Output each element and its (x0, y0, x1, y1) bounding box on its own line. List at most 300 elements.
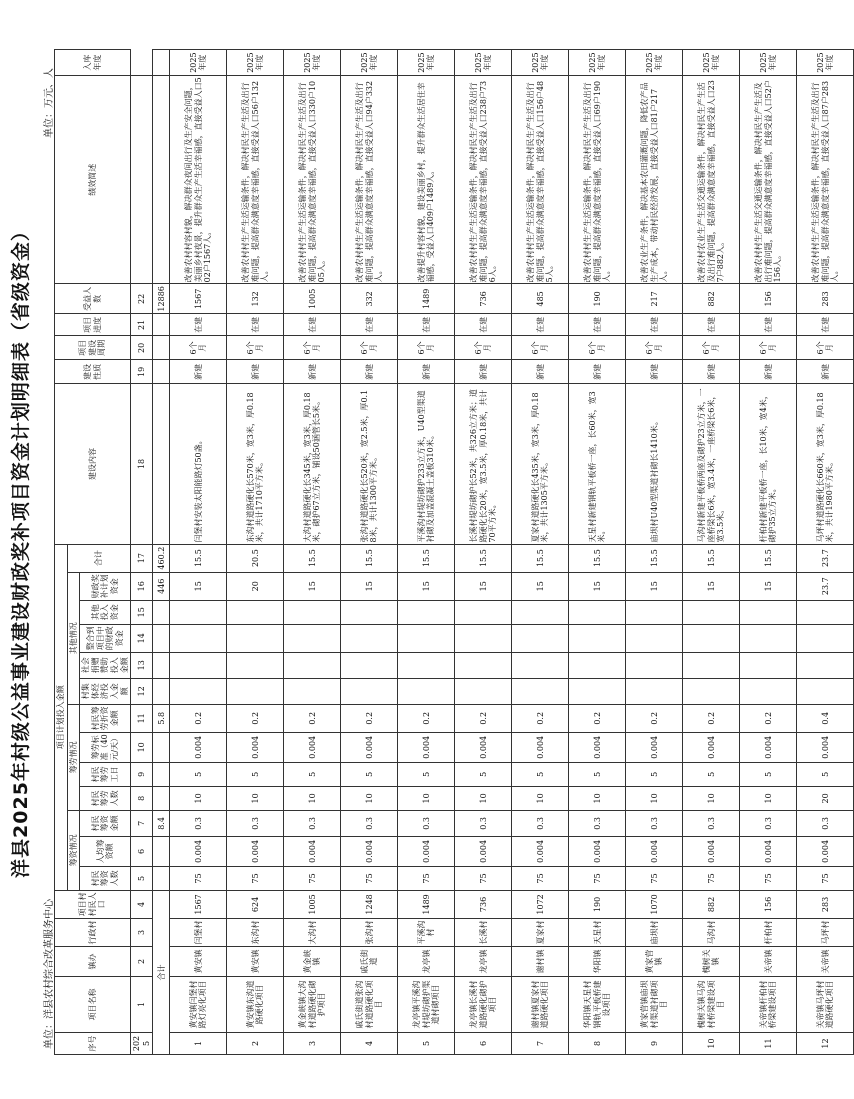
row-social (284, 652, 341, 678)
table-row (284, 50, 341, 1055)
row-content: 大沟村道路硬化长345米，宽3米，厚0.18米，砌护67立方米，铺设50涵管长5米。 (284, 384, 341, 544)
row-social (455, 652, 512, 678)
row-labor-amount: 0.2 (170, 704, 227, 732)
row-period: 6个月 (797, 336, 854, 360)
row-integrated (740, 624, 797, 652)
row-labor-amount: 0.2 (455, 704, 512, 732)
row-nature: 新建 (569, 360, 626, 384)
table-row (626, 50, 683, 1055)
row-project-name: 黄安镇东沟道路硬化项目 (227, 976, 284, 1032)
row-labor-days: 5 (569, 762, 626, 786)
row-subtotal: 15.5 (740, 544, 797, 572)
row-social (398, 652, 455, 678)
row-labor-amount: 0.2 (626, 704, 683, 732)
row-villagers-count: 75 (797, 866, 854, 890)
row-performance: 改善农村村生产生活运输条件，解决村民生产生活及出行难问题，提高群众满意度幸福感，直接受益人口56户132人。 (227, 76, 284, 284)
row-project-name: 龙亭镇长溪村道路硬化砌护项目 (455, 976, 512, 1032)
row-villagers-count: 75 (284, 866, 341, 890)
row-labor-std: 0.004 (683, 732, 740, 762)
table-row (512, 50, 569, 1055)
row-project-name: 关帝镇杆柏村桥梁建设项目 (740, 976, 797, 1032)
row-integrated (398, 624, 455, 652)
row-population: 1070 (626, 890, 683, 918)
unit-left: 单位：洋县农村综合改革服务中心 (44, 899, 55, 1049)
row-content: 天星村新建钢轨平板桥一座，长60米，宽3米。 (569, 384, 626, 544)
row-seq: 8 (569, 1032, 626, 1054)
row-year: 2025年度 (227, 50, 284, 76)
row-town: 黄安镇 (170, 946, 227, 976)
row-subtotal: 15.5 (455, 544, 512, 572)
row-beneficiaries: 332 (341, 284, 398, 314)
column-index-cell: 16 (131, 572, 153, 600)
row-social (341, 652, 398, 678)
row-finance-reward: 15 (284, 572, 341, 600)
row-labor-amount: 0.2 (740, 704, 797, 732)
row-content: 庙坝村U40型渠道衬砌长1410米。 (626, 384, 683, 544)
row-labor-count: 10 (740, 786, 797, 810)
row-labor-amount: 0.2 (512, 704, 569, 732)
row-population: 156 (740, 890, 797, 918)
row-status: 在建 (569, 314, 626, 336)
column-index-cell: 18 (131, 384, 153, 544)
row-project-name: 黄安镇闫堡村路灯亮化项目 (170, 976, 227, 1032)
row-subtotal: 23.7 (797, 544, 854, 572)
row-per-capita: 0.004 (569, 836, 626, 866)
column-index-cell: 3 (131, 918, 153, 946)
header-labor-days: 村民筹劳工日 (80, 762, 131, 786)
row-project-name: 槐树关镇马沟村桥梁建设项目 (683, 976, 740, 1032)
row-collective (455, 678, 512, 704)
row-finance-reward: 15 (398, 572, 455, 600)
row-year: 2025年度 (569, 50, 626, 76)
row-project-name: 黄家营镇庙坝村渠道衬砌项目 (626, 976, 683, 1032)
row-village: 长溪村 (455, 918, 512, 946)
row-labor-count: 10 (683, 786, 740, 810)
row-year: 2025年度 (740, 50, 797, 76)
row-subtotal: 15.5 (512, 544, 569, 572)
table-row (797, 50, 854, 1055)
row-per-capita: 0.004 (227, 836, 284, 866)
row-beneficiaries: 283 (797, 284, 854, 314)
table-row (398, 50, 455, 1055)
row-labor-days: 5 (740, 762, 797, 786)
row-year: 2025年度 (284, 50, 341, 76)
row-performance: 改善农村村生产生活运输条件，解决村民生产生活及出行难问题，提高群众满意度幸福感，直接受益人口238户736人。 (455, 76, 512, 284)
table-row (227, 50, 284, 1055)
row-raise-amount: 0.3 (398, 810, 455, 836)
row-integrated (683, 624, 740, 652)
row-year: 2025年度 (170, 50, 227, 76)
row-social (797, 652, 854, 678)
header-other-group: 其他情况 (67, 572, 80, 704)
row-nature: 新建 (398, 360, 455, 384)
column-index-cell: 15 (131, 600, 153, 624)
row-status: 在建 (455, 314, 512, 336)
row-finance-reward: 15 (455, 572, 512, 600)
row-nature: 新建 (284, 360, 341, 384)
header-collective: 村集体经济投入金额 (80, 678, 131, 704)
row-seq: 10 (683, 1032, 740, 1054)
row-collective (227, 678, 284, 704)
column-index-cell: 17 (131, 544, 153, 572)
row-seq: 2 (227, 1032, 284, 1054)
row-beneficiaries: 485 (512, 284, 569, 314)
row-village: 东沟村 (227, 918, 284, 946)
row-villagers-count: 75 (455, 866, 512, 890)
row-integrated (227, 624, 284, 652)
header-project-name: 项目名称 (55, 976, 131, 1032)
row-per-capita: 0.004 (284, 836, 341, 866)
row-population: 882 (683, 890, 740, 918)
row-village: 马沟村 (683, 918, 740, 946)
row-collective (284, 678, 341, 704)
row-collective (341, 678, 398, 704)
row-performance: 改善农村村生产生活运输条件，解决村民生产生活及出行难问题，提高群众满意度幸福感，直接受益人口69户190人。 (569, 76, 626, 284)
row-other-input (512, 600, 569, 624)
row-performance: 改善农业生产条件，解决基本农田灌溉问题，降低农产品生产成本，带动村民经济发展，直接受益人口81户217人。 (626, 76, 683, 284)
column-index-cell: 2 (131, 946, 153, 976)
row-integrated (626, 624, 683, 652)
row-performance: 改善提升村容村貌，建设美丽乡村，提升群众生活居住幸福感，受益人口409户1489人。 (398, 76, 455, 284)
row-per-capita: 0.004 (455, 836, 512, 866)
row-year: 2025年度 (398, 50, 455, 76)
row-per-capita: 0.004 (626, 836, 683, 866)
row-labor-amount: 0.2 (341, 704, 398, 732)
row-status: 在建 (398, 314, 455, 336)
unit-right: 单位：万元、人 (44, 68, 55, 138)
column-index-cell: 5 (131, 866, 153, 890)
row-villagers-count: 75 (626, 866, 683, 890)
header-period: 项目建设周期 (55, 336, 131, 360)
row-beneficiaries: 190 (569, 284, 626, 314)
row-village: 闫堡村 (170, 918, 227, 946)
row-village: 夏家村 (512, 918, 569, 946)
row-finance-reward: 15 (170, 572, 227, 600)
fund-plan-table (54, 49, 854, 1055)
row-status: 在建 (683, 314, 740, 336)
total-beneficiaries: 12886 (153, 284, 170, 314)
row-social (512, 652, 569, 678)
total-finance-reward: 446 (153, 572, 170, 600)
row-collective (569, 678, 626, 704)
row-period: 6个月 (740, 336, 797, 360)
row-status: 在建 (341, 314, 398, 336)
row-labor-days: 5 (227, 762, 284, 786)
row-villagers-count: 75 (170, 866, 227, 890)
row-finance-reward: 15 (683, 572, 740, 600)
row-year: 2025年度 (341, 50, 398, 76)
row-social (626, 652, 683, 678)
row-seq: 12 (797, 1032, 854, 1054)
row-year: 2025年度 (626, 50, 683, 76)
row-finance-reward: 15 (626, 572, 683, 600)
row-subtotal: 15.5 (170, 544, 227, 572)
row-labor-count: 20 (797, 786, 854, 810)
header-village: 行政村 (55, 918, 131, 946)
row-villagers-count: 75 (341, 866, 398, 890)
column-index-cell: 10 (131, 732, 153, 762)
row-social (170, 652, 227, 678)
row-period: 6个月 (683, 336, 740, 360)
row-town: 关帝镇 (797, 946, 854, 976)
row-villagers-count: 75 (569, 866, 626, 890)
row-finance-reward: 20 (227, 572, 284, 600)
total-subtotal: 460.2 (153, 544, 170, 572)
row-labor-amount: 0.2 (683, 704, 740, 732)
row-labor-amount: 0.2 (227, 704, 284, 732)
row-social (740, 652, 797, 678)
row-labor-days: 5 (797, 762, 854, 786)
row-labor-count: 10 (227, 786, 284, 810)
row-period: 6个月 (626, 336, 683, 360)
column-index-cell: 2025 (131, 1032, 153, 1054)
row-performance: 改善农村农业生产生活交通运输条件，解决村民生产生活及出行难问题，提高群众满意度幸福感，直接受益人口237户882人。 (683, 76, 740, 284)
row-period: 6个月 (227, 336, 284, 360)
row-nature: 新建 (170, 360, 227, 384)
column-index-cell: 7 (131, 810, 153, 836)
row-nature: 新建 (797, 360, 854, 384)
header-other-input: 其他投入资金 (80, 600, 131, 624)
table-row (740, 50, 797, 1055)
row-raise-amount: 0.3 (170, 810, 227, 836)
row-town: 龙亭镇 (398, 946, 455, 976)
table-row (683, 50, 740, 1055)
row-integrated (455, 624, 512, 652)
total-row (153, 50, 170, 1055)
row-status: 在建 (797, 314, 854, 336)
row-per-capita: 0.004 (341, 836, 398, 866)
row-town: 黄安镇 (227, 946, 284, 976)
row-content: 马沟村新建平板桥两座及砌护23立方米，一座桥梁长6米，宽3.4米，一座桥梁长6米，宽3.5米。 (683, 384, 740, 544)
row-town: 关帝镇 (740, 946, 797, 976)
row-nature: 新建 (740, 360, 797, 384)
column-index-row (131, 50, 153, 1055)
row-performance: 改善农村村容村貌，解决群众夜间出行及生产安全问题，美丽乡村夜景，提升群众生产生活幸福感，直接受益人口502户1567人。 (170, 76, 227, 284)
header-labor-count: 村民筹劳人数 (80, 786, 131, 810)
header-labor-std: 筹劳标准（40元/天） (80, 732, 131, 762)
row-labor-days: 5 (170, 762, 227, 786)
total-label: 合计 (153, 890, 170, 1054)
column-index-cell: 12 (131, 678, 153, 704)
row-labor-days: 5 (398, 762, 455, 786)
header-seq: 序号 (55, 1032, 131, 1054)
row-collective (683, 678, 740, 704)
row-other-input (740, 600, 797, 624)
row-labor-count: 10 (512, 786, 569, 810)
row-status: 在建 (227, 314, 284, 336)
row-village: 马坪村 (797, 918, 854, 946)
row-content: 马坪村道路硬化长660米，宽3米，厚0.18米，共计1980平方米。 (797, 384, 854, 544)
row-villagers-count: 75 (227, 866, 284, 890)
row-year: 2025年度 (512, 50, 569, 76)
row-labor-std: 0.004 (740, 732, 797, 762)
row-status: 在建 (512, 314, 569, 336)
column-index-cell: 6 (131, 836, 153, 866)
row-integrated (170, 624, 227, 652)
table-row (569, 50, 626, 1055)
row-labor-count: 10 (626, 786, 683, 810)
row-per-capita: 0.004 (512, 836, 569, 866)
row-village: 庙坝村 (626, 918, 683, 946)
row-villagers-count: 75 (512, 866, 569, 890)
row-population: 736 (455, 890, 512, 918)
row-period: 6个月 (569, 336, 626, 360)
row-status: 在建 (170, 314, 227, 336)
row-town: 黄家营镇 (626, 946, 683, 976)
row-town: 戚氏街道 (341, 946, 398, 976)
header-finance-reward: 财政奖补计划资金 (80, 572, 131, 600)
row-project-name: 黄金峡镇大沟村道路硬化砌护项目 (284, 976, 341, 1032)
row-village: 大沟村 (284, 918, 341, 946)
row-labor-amount: 0.2 (569, 704, 626, 732)
row-collective (626, 678, 683, 704)
row-performance: 改善农村村生产生活交通运输条件，解决村民生产生活及出行难问题，提高群众满意度幸福感，直接受益人口52户156人。 (740, 76, 797, 284)
row-labor-amount: 0.2 (284, 704, 341, 732)
header-beneficiaries: 受益人数 (55, 284, 131, 314)
row-nature: 新建 (683, 360, 740, 384)
row-subtotal: 15.5 (683, 544, 740, 572)
row-village: 张沟村 (341, 918, 398, 946)
row-raise-amount: 0.3 (227, 810, 284, 836)
row-status: 在建 (740, 314, 797, 336)
row-village: 天星村 (569, 918, 626, 946)
row-labor-count: 10 (398, 786, 455, 810)
row-labor-amount: 0.4 (797, 704, 854, 732)
row-content: 杆柏村新建平板桥一座，长10米，宽4米，砌护35立方米。 (740, 384, 797, 544)
row-seq: 1 (170, 1032, 227, 1054)
row-collective (797, 678, 854, 704)
row-subtotal: 15.5 (626, 544, 683, 572)
row-beneficiaries: 217 (626, 284, 683, 314)
row-nature: 新建 (227, 360, 284, 384)
row-town: 黄金峡镇 (284, 946, 341, 976)
table-row (455, 50, 512, 1055)
header-social: 社会捐赠赞助投入金额 (80, 652, 131, 678)
project-rows (170, 50, 854, 1055)
row-nature: 新建 (455, 360, 512, 384)
row-other-input (227, 600, 284, 624)
column-index-cell: 22 (131, 284, 153, 314)
row-town: 谢村镇 (512, 946, 569, 976)
column-index-cell: 21 (131, 314, 153, 336)
row-performance: 改善农村村生产生活运输条件，解决村民生产生活及出行难问题，提高群众满意度幸福感，直接受益人口330户1005人。 (284, 76, 341, 284)
table-row (341, 50, 398, 1055)
header-villagers-count: 村民筹资人数 (80, 866, 131, 890)
row-other-input (797, 600, 854, 624)
row-other-input (170, 600, 227, 624)
row-period: 6个月 (341, 336, 398, 360)
row-labor-std: 0.004 (284, 732, 341, 762)
row-labor-std: 0.004 (512, 732, 569, 762)
row-population: 1072 (512, 890, 569, 918)
total-raise-amount: 8.4 (153, 810, 170, 836)
row-project-name: 谢村镇夏家村道路硬化项目 (512, 976, 569, 1032)
row-labor-std: 0.004 (398, 732, 455, 762)
row-labor-days: 5 (284, 762, 341, 786)
row-performance: 改善农村村生产生活运输条件，解决村民生产生活及出行难问题，提高群众满意度幸福感，直接受益人口156户485人。 (512, 76, 569, 284)
header-status: 项目进度 (55, 314, 131, 336)
row-project-name: 戚氏街道张沟村道路硬化项目 (341, 976, 398, 1032)
row-per-capita: 0.004 (797, 836, 854, 866)
row-project-name: 龙亭镇平溪沟村堤坊砌护渠道村砌项目 (398, 976, 455, 1032)
row-project-name: 关帝镇马坪村道路硬化项目 (797, 976, 854, 1032)
row-period: 6个月 (512, 336, 569, 360)
row-content: 张沟村道路硬化长520米，宽2.5米，厚0.18米，共计1300平方米。 (341, 384, 398, 544)
row-labor-std: 0.004 (170, 732, 227, 762)
row-nature: 新建 (512, 360, 569, 384)
row-labor-count: 10 (170, 786, 227, 810)
row-content: 长溪村堤坊砌护长52米，共326立方米；道路硬化长20米，宽3.5米，厚0.18米，共计70平方米。 (455, 384, 512, 544)
row-seq: 5 (398, 1032, 455, 1054)
column-index-cell: 19 (131, 360, 153, 384)
row-status: 在建 (626, 314, 683, 336)
row-labor-std: 0.004 (569, 732, 626, 762)
row-other-input (683, 600, 740, 624)
table-row (170, 50, 227, 1055)
row-integrated (512, 624, 569, 652)
row-finance-reward: 15 (341, 572, 398, 600)
row-social (227, 652, 284, 678)
row-collective (512, 678, 569, 704)
row-raise-amount: 0.3 (626, 810, 683, 836)
row-social (569, 652, 626, 678)
row-raise-amount: 0.3 (569, 810, 626, 836)
row-collective (170, 678, 227, 704)
row-seq: 11 (740, 1032, 797, 1054)
row-other-input (626, 600, 683, 624)
row-labor-days: 5 (512, 762, 569, 786)
row-finance-reward: 23.7 (797, 572, 854, 600)
row-labor-count: 10 (341, 786, 398, 810)
row-subtotal: 15.5 (569, 544, 626, 572)
row-population: 1248 (341, 890, 398, 918)
row-raise-amount: 0.3 (512, 810, 569, 836)
row-beneficiaries: 156 (740, 284, 797, 314)
row-per-capita: 0.004 (398, 836, 455, 866)
column-index-cell: 13 (131, 652, 153, 678)
row-labor-count: 10 (569, 786, 626, 810)
row-town: 槐树关镇 (683, 946, 740, 976)
column-index-cell: 11 (131, 704, 153, 732)
header-per-capita: 人均筹资额 (80, 836, 131, 866)
row-seq: 7 (512, 1032, 569, 1054)
row-content: 平溪沟村堤坊砌护233立方米，U40型渠道衬砌及加盖混凝土盖板310米。 (398, 384, 455, 544)
row-labor-std: 0.004 (341, 732, 398, 762)
row-collective (740, 678, 797, 704)
row-period: 6个月 (455, 336, 512, 360)
column-index-cell: 1 (131, 976, 153, 1032)
row-subtotal: 15.5 (341, 544, 398, 572)
row-period: 6个月 (284, 336, 341, 360)
row-integrated (569, 624, 626, 652)
row-labor-count: 10 (284, 786, 341, 810)
row-period: 6个月 (398, 336, 455, 360)
row-labor-std: 0.004 (626, 732, 683, 762)
row-subtotal: 15.5 (284, 544, 341, 572)
row-labor-days: 5 (455, 762, 512, 786)
column-index-cell: 8 (131, 786, 153, 810)
total-labor-amount: 5.8 (153, 704, 170, 732)
header-labor-amount: 村民筹劳折资金额 (80, 704, 131, 732)
row-raise-amount: 0.3 (455, 810, 512, 836)
column-index-cell (131, 76, 153, 284)
row-beneficiaries: 132 (227, 284, 284, 314)
row-finance-reward: 15 (740, 572, 797, 600)
page-title: 洋县2025年村级公益事业建设财政奖补项目资金计划明细表（省级资金） (10, 221, 32, 878)
row-beneficiaries: 1567 (170, 284, 227, 314)
row-year: 2025年度 (455, 50, 512, 76)
row-labor-days: 5 (626, 762, 683, 786)
